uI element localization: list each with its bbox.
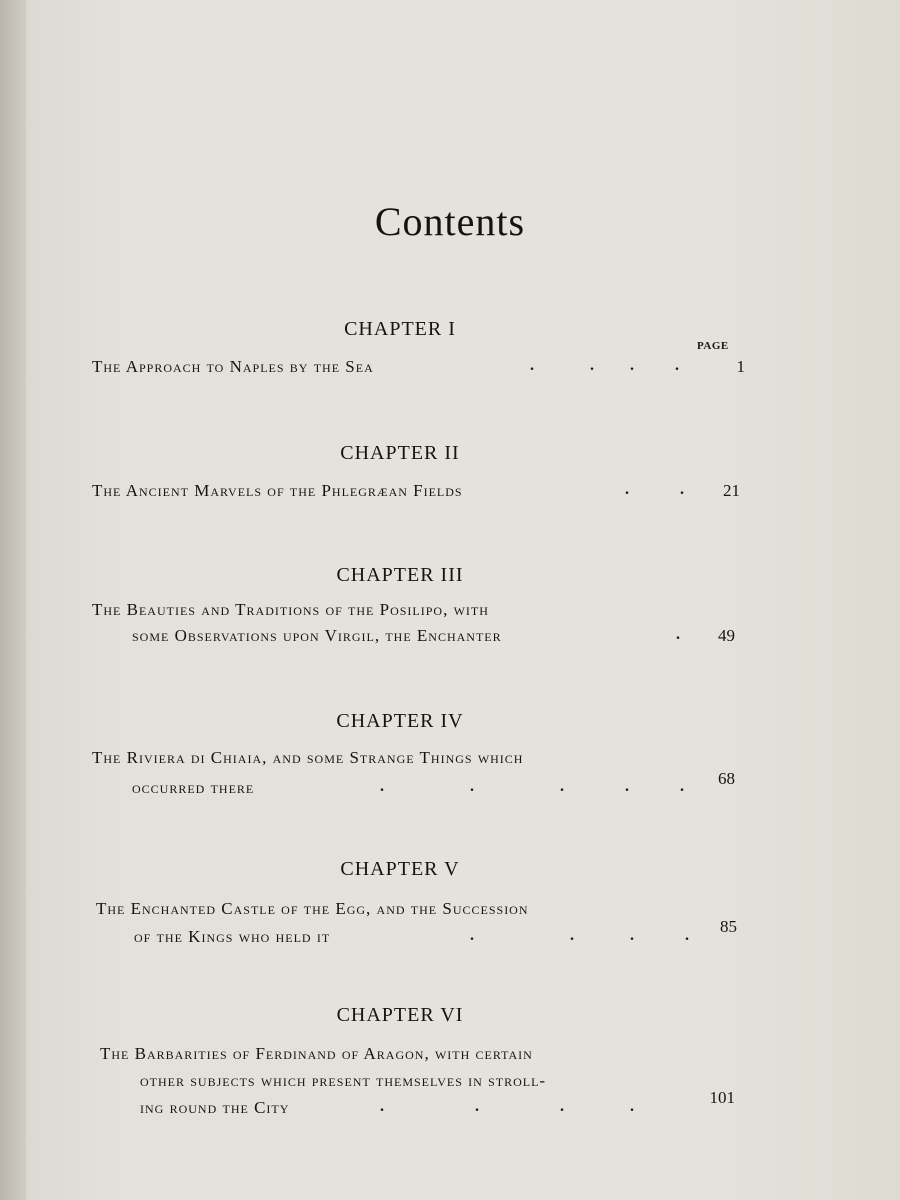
chapter-title-line (134, 927, 330, 953)
contents-title: Contents (374, 199, 526, 244)
chapter-heading: CHAPTER VI (336, 1004, 464, 1026)
page-number: 101 (709, 1088, 735, 1107)
page-number: 68 (718, 769, 735, 788)
chapter-title-line (132, 626, 502, 652)
page-number: 21 (723, 481, 740, 500)
chapter-title-text: some Observations upon Virgil, the Enchanter (132, 626, 502, 645)
chapter-title-text: The Enchanted Castle of the Egg, and the Succession (96, 899, 529, 918)
chapter-title-text: The Beauties and Traditions of the Posilipo, with (92, 600, 489, 619)
book-spine-shadow (0, 0, 26, 1200)
page-number: 49 (718, 626, 735, 645)
chapter-heading: CHAPTER V (340, 858, 460, 880)
chapter-title-line (132, 778, 254, 804)
chapter-title-line (140, 1071, 546, 1097)
chapter-title-text: The Barbarities of Ferdinand of Aragon, with certain (100, 1044, 533, 1063)
chapter-title-text: occurred there (132, 778, 255, 797)
chapter-title-text: ing round the City (140, 1098, 290, 1117)
page-column-label: PAGE (697, 340, 729, 352)
page-number: 85 (720, 917, 737, 936)
chapter-title-text: The Riviera di Chiaia, and some Strange Things which (92, 748, 524, 767)
book-page: Contents PAGE CHAPTER I The Approach to Naples by the Sea . . . . 1 CHAPTER II The Ancient Marvels of the Phlegræan Fields . . 21 CHAPTER III The Beauties and Traditions of the Posilipo, with some Observations upon Virgil, the Enchanter . 49 CHAPTER IV The Riviera di Chiaia, and some Strange Things which occurred there . . . . . 68 CHAPTER V The Enchanted Castle of the Egg, and the Succession of the Kings who held it . . . . 85 CHAPTER VI The Barbarities of Ferdinand of Aragon, with certain other subjects which present themselves in stroll- ing round the City . . . . 101 (0, 0, 900, 1200)
chapter-heading: CHAPTER III (336, 564, 464, 586)
chapter-title-text: other subjects which present themselves in stroll- (140, 1071, 547, 1090)
chapter-heading: CHAPTER I (344, 318, 456, 340)
chapter-heading: CHAPTER IV (336, 710, 464, 732)
chapter-title-line (92, 357, 374, 383)
chapter-title-line (92, 481, 463, 507)
chapter-title-line (100, 1044, 533, 1070)
chapter-title-text: The Approach to Naples by the Sea (92, 357, 374, 376)
chapter-title-line (92, 748, 523, 774)
chapter-title-line (92, 600, 489, 626)
chapter-title-line (140, 1098, 289, 1124)
chapter-heading: CHAPTER II (340, 442, 460, 464)
page-number: 1 (736, 357, 745, 376)
chapter-title-text: of the Kings who held it (134, 927, 331, 946)
chapter-title-line (96, 899, 529, 925)
chapter-title-text: The Ancient Marvels of the Phlegræan Fields (92, 481, 463, 500)
